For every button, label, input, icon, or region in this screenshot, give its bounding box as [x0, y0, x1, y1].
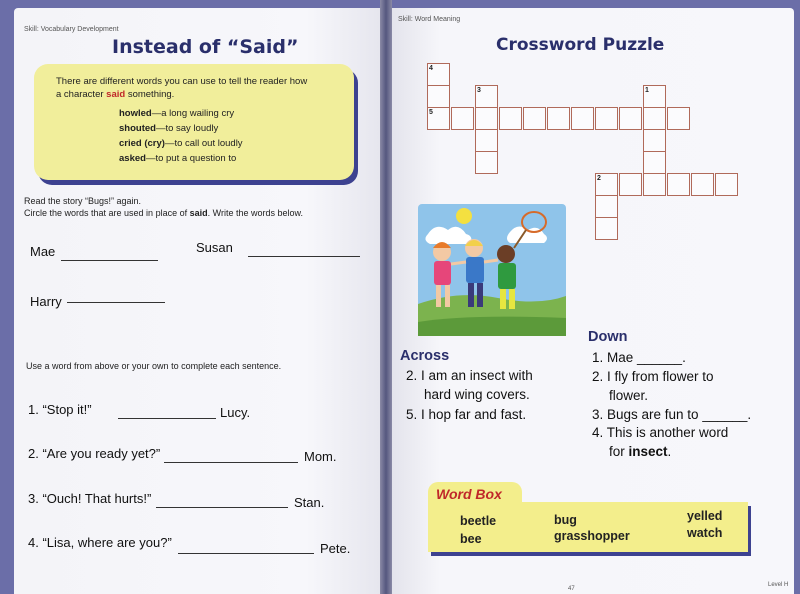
instruction-read: Read the story “Bugs!” again.: [24, 196, 142, 206]
across-clue-2: 2. I am an insect with: [406, 368, 533, 383]
page-number: 47: [568, 586, 575, 592]
word-bee: bee: [460, 532, 482, 546]
grid-cell[interactable]: [595, 195, 618, 218]
grid-cell[interactable]: [619, 173, 642, 196]
clue-number: 4: [429, 65, 433, 72]
page-title: Instead of “Said”: [112, 36, 299, 58]
crossword-title: Crossword Puzzle: [496, 35, 665, 55]
name-mae: Mae: [30, 244, 56, 259]
grid-cell[interactable]: [547, 107, 570, 130]
grid-cell[interactable]: [427, 85, 450, 108]
down-clue-1: 1. Mae ______.: [592, 350, 686, 365]
book-spine: [380, 0, 392, 594]
word-yelled: yelled: [687, 509, 723, 523]
name-harry: Harry: [30, 294, 62, 309]
grid-cell[interactable]: [643, 107, 666, 130]
grid-cell[interactable]: [643, 129, 666, 152]
right-page: [392, 8, 794, 594]
word-beetle: beetle: [460, 514, 497, 528]
instruction-complete: Use a word from above or your own to complete each sentence.: [26, 361, 282, 371]
grid-cell[interactable]: [571, 107, 594, 130]
sentence-4: 4. “Lisa, where are you?”: [28, 535, 172, 550]
children-catching-bugs-illustration: [418, 204, 566, 336]
sentence-1-end: Lucy.: [220, 405, 251, 420]
across-clue-2-cont: hard wing covers.: [424, 387, 530, 402]
skill-label: Skill: Vocabulary Development: [24, 26, 119, 33]
clue-number: 5: [429, 109, 433, 116]
word-grasshopper: grasshopper: [554, 529, 630, 543]
level-footer: Level H: [768, 582, 789, 588]
definition-box: [34, 64, 354, 180]
answer-line-susan[interactable]: [248, 256, 360, 257]
across-clue-5: 5. I hop far and fast.: [406, 407, 527, 422]
grid-cell[interactable]: [499, 107, 522, 130]
grid-cell[interactable]: [475, 129, 498, 152]
clue-number: 3: [477, 87, 481, 94]
down-heading: Down: [588, 329, 628, 345]
down-clue-4-cont: for insect.: [609, 444, 672, 459]
grid-cell[interactable]: [523, 107, 546, 130]
definition-asked: asked—to put a question to: [119, 153, 237, 164]
answer-line-harry[interactable]: [67, 302, 165, 303]
down-clue-4: 4. This is another word: [592, 425, 729, 440]
answer-line-3[interactable]: [156, 507, 288, 508]
answer-line-4[interactable]: [178, 553, 314, 554]
grid-cell[interactable]: [643, 173, 666, 196]
grid-cell[interactable]: [475, 107, 498, 130]
instruction-circle: Circle the words that are used in place of said. Write the words below.: [24, 208, 303, 218]
grid-cell[interactable]: [667, 107, 690, 130]
grid-cell[interactable]: [715, 173, 738, 196]
sentence-4-end: Pete.: [320, 541, 351, 556]
sentence-3: 3. “Ouch! That hurts!”: [28, 491, 152, 506]
word-box-title: Word Box: [436, 486, 502, 502]
clue-number: 2: [597, 175, 601, 182]
sentence-2-end: Mom.: [304, 449, 337, 464]
across-heading: Across: [400, 348, 450, 364]
grid-cell[interactable]: [595, 107, 618, 130]
grid-cell[interactable]: [667, 173, 690, 196]
left-page: [14, 8, 380, 594]
down-clue-2-cont: flower.: [609, 388, 649, 403]
grid-cell[interactable]: [619, 107, 642, 130]
definition-cried: cried (cry)—to call out loudly: [119, 138, 243, 149]
word-watch: watch: [687, 526, 723, 540]
answer-line-1[interactable]: [118, 418, 216, 419]
sentence-1: 1. “Stop it!”: [28, 402, 92, 417]
skill-label-right: Skill: Word Meaning: [398, 16, 461, 23]
name-susan: Susan: [196, 240, 233, 255]
intro-line-1: There are different words you can use to tell the reader how: [56, 76, 308, 87]
grid-cell[interactable]: [643, 151, 666, 174]
definition-shouted: shouted—to say loudly: [119, 123, 219, 134]
down-clue-3: 3. Bugs are fun to ______.: [592, 407, 752, 422]
definition-howled: howled—a long wailing cry: [119, 108, 235, 119]
grid-cell[interactable]: [475, 151, 498, 174]
word-bug: bug: [554, 513, 577, 527]
sentence-3-end: Stan.: [294, 495, 325, 510]
grid-cell[interactable]: [451, 107, 474, 130]
down-clue-2: 2. I fly from flower to: [592, 369, 714, 384]
sentence-2: 2. “Are you ready yet?”: [28, 446, 161, 461]
grid-cell[interactable]: [691, 173, 714, 196]
clue-number: 1: [645, 87, 649, 94]
answer-line-mae[interactable]: [61, 260, 158, 261]
intro-line-2: a character said something.: [56, 89, 175, 100]
answer-line-2[interactable]: [164, 462, 298, 463]
grid-cell[interactable]: [595, 217, 618, 240]
